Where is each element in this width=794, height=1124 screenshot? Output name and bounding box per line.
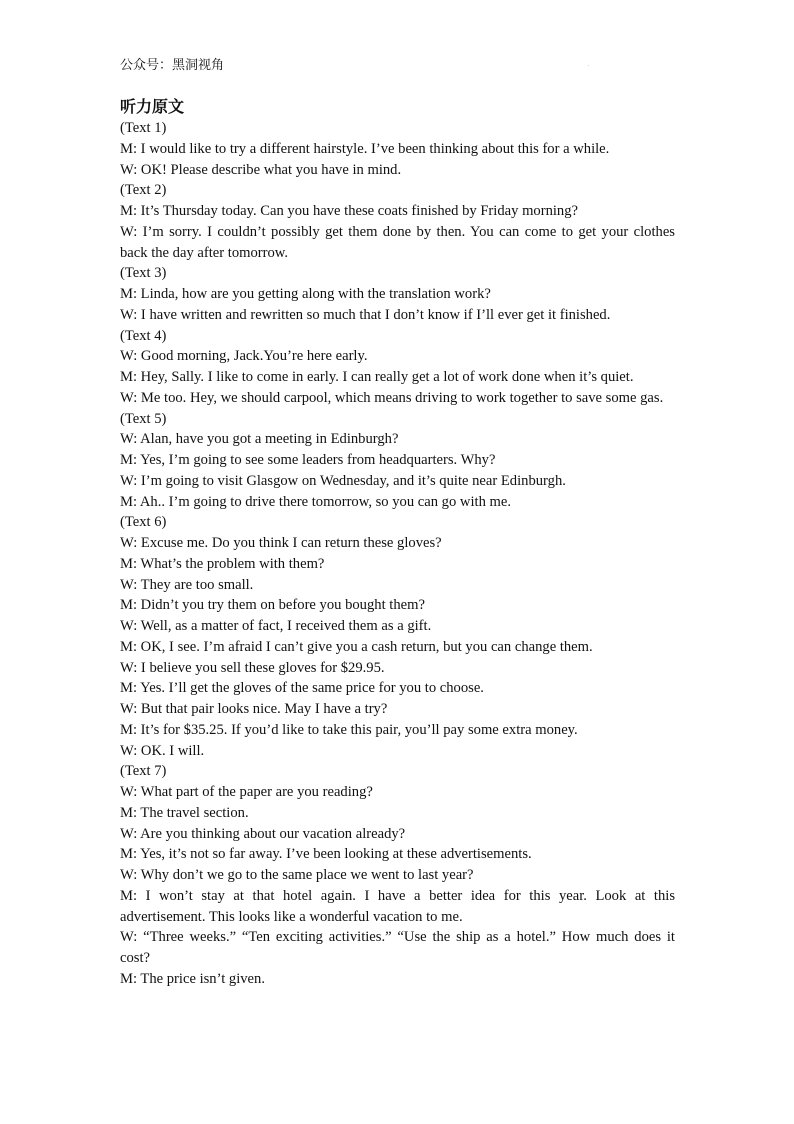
dialogue-line: M: What’s the problem with them? [120, 555, 325, 572]
dialogue-line: W: I’m sorry. I couldn’t possibly get them done by then. You can come to get your clothes back the day after tomorrow. [120, 223, 675, 261]
dialogue-line: W: OK! Please describe what you have in mind. [120, 161, 402, 178]
dialogue-line: W: Well, as a matter of fact, I received them as a gift. [120, 618, 432, 634]
section-heading: (Text 3) [120, 265, 167, 282]
transcript-body [120, 118, 675, 990]
dialogue-line: M: Yes, it’s not so far away. I’ve been looking at these advertisements. [120, 846, 532, 863]
dialogue-line: W: They are too small. [120, 576, 254, 593]
dialogue-line: M: Ah.. I’m going to drive there tomorrow, so you can go with me. [120, 493, 511, 510]
section-heading: (Text 4) [120, 327, 167, 344]
dialogue-line: W: I’m going to visit Glasgow on Wednesday, and it’s quite near Edinburgh. [120, 472, 566, 489]
dialogue-line: M: Linda, how are you getting along with the translation work? [120, 286, 491, 302]
dialogue-line: W: I have written and rewritten so much that I don’t know if I’ll ever get it finished. [120, 306, 611, 323]
dialogue-line: M: I would like to try a different hairstyle. I’ve been thinking about this for a while. [120, 140, 610, 157]
dialogue-line: W: “Three weeks.” “Ten exciting activities.” “Use the ship as a hotel.” How much does it cost? [120, 929, 675, 966]
dialogue-line: M: Hey, Sally. I like to come in early. I can really get a lot of work done when it’s quiet. [120, 369, 634, 385]
section-heading: (Text 2) [120, 182, 167, 199]
dialogue-line: W: Excuse me. Do you think I can return these gloves? [120, 535, 442, 551]
dialogue-line: M: I won’t stay at that hotel again. I have a better idea for this year. Look at this advertisement. This looks like a wonderful vacation to me. [120, 887, 675, 925]
dialogue-line: W: I believe you sell these gloves for $29.95. [120, 659, 385, 676]
dialogue-line: W: Alan, have you got a meeting in Edinburgh? [120, 431, 399, 448]
dialogue-line: M: Yes, I’m going to see some leaders from headquarters. Why? [120, 452, 496, 468]
dialogue-line: W: Good morning, Jack.You’re here early. [120, 348, 368, 365]
page-title: 听力原文 [120, 97, 185, 116]
section-heading: (Text 5) [120, 410, 167, 427]
dialogue-line: W: Why don’t we go to the same place we went to last year? [120, 867, 474, 883]
dialogue-line: M: Yes. I’ll get the gloves of the same price for you to choose. [120, 680, 484, 697]
dialogue-line: W: Me too. Hey, we should carpool, which means driving to work together to save some gas. [120, 389, 664, 406]
section-heading: (Text 7) [120, 763, 167, 780]
header-dot-mark: . [588, 62, 590, 68]
dialogue-line: M: Didn’t you try them on before you bought them? [120, 597, 425, 614]
dialogue-line: M: It’s for $35.25. If you’d like to take this pair, you’ll pay some extra money. [120, 721, 578, 738]
dialogue-line: M: OK, I see. I’m afraid I can’t give you a cash return, but you can change them. [120, 638, 593, 655]
dialogue-line: M: It’s Thursday today. Can you have these coats finished by Friday morning? [120, 203, 578, 219]
dialogue-line: W: Are you thinking about our vacation already? [120, 825, 406, 842]
dialogue-line: W: But that pair looks nice. May I have a try? [120, 701, 388, 717]
dialogue-line: W: What part of the paper are you reading? [120, 784, 373, 800]
section-heading: (Text 1) [120, 120, 167, 136]
section-heading: (Text 6) [120, 514, 167, 531]
dialogue-line: W: OK. I will. [120, 742, 205, 759]
dialogue-line: M: The travel section. [120, 804, 249, 821]
dialogue-line: M: The price isn’t given. [120, 970, 265, 987]
page-header-account: 公众号：黑洞视角 [120, 58, 225, 73]
